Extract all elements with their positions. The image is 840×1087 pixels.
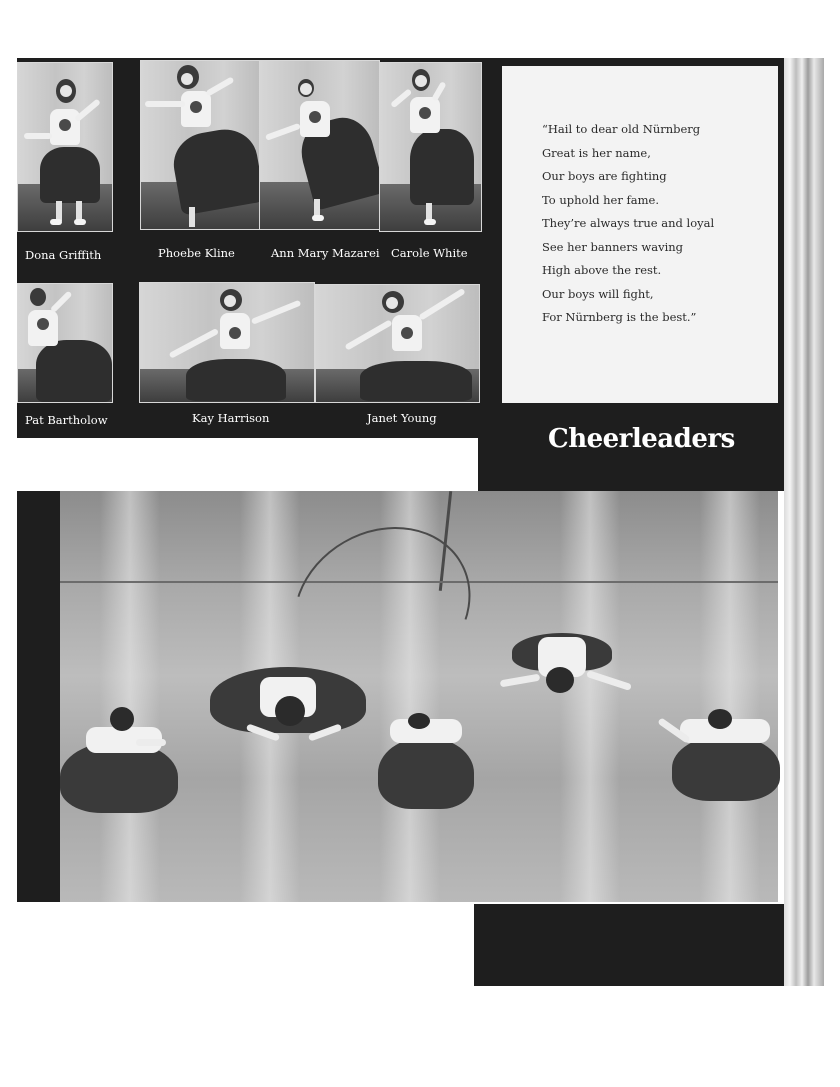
poem-line: For Nürnberg is the best.” [542,310,697,324]
poem-line: High above the rest. [542,263,662,277]
poem-line: See her banners waving [542,239,684,254]
caption-name: Ann Mary Mazarei [271,246,380,260]
caption-name: Dona Griffith [25,248,102,262]
caption-name: Phoebe Kline [158,246,235,260]
group-photo [60,491,778,902]
poem-line: They’re always true and loyal [542,216,715,230]
caption-name: Kay Harrison [192,411,270,425]
poem-line: “Hail to dear old Nürnberg [542,122,701,136]
caption-name: Pat Bartholow [25,413,108,427]
poem-line: Our boys are fighting [542,169,667,183]
photo-kay-harrison [139,282,315,403]
photo-carole-white [379,62,482,232]
book-spine [784,58,824,986]
left-dark-strip [17,491,60,902]
photo-dona-griffith [17,62,113,232]
bottom-dark-panel [474,904,784,986]
poem-box [502,66,778,403]
photo-janet-young [315,284,480,403]
poem-line: To uphold her fame. [542,192,659,207]
poem-line: Our boys will fight, [542,286,654,301]
section-title: Cheerleaders [548,424,735,454]
poem [542,118,714,330]
photo-phoebe-kline [140,60,260,230]
caption-name: Carole White [391,246,468,260]
poem-line: Great is her name, [542,145,651,160]
caption-name: Janet Young [367,411,437,425]
photo-pat-bartholow [17,283,113,403]
photo-ann-mary-mazarei [259,60,380,230]
